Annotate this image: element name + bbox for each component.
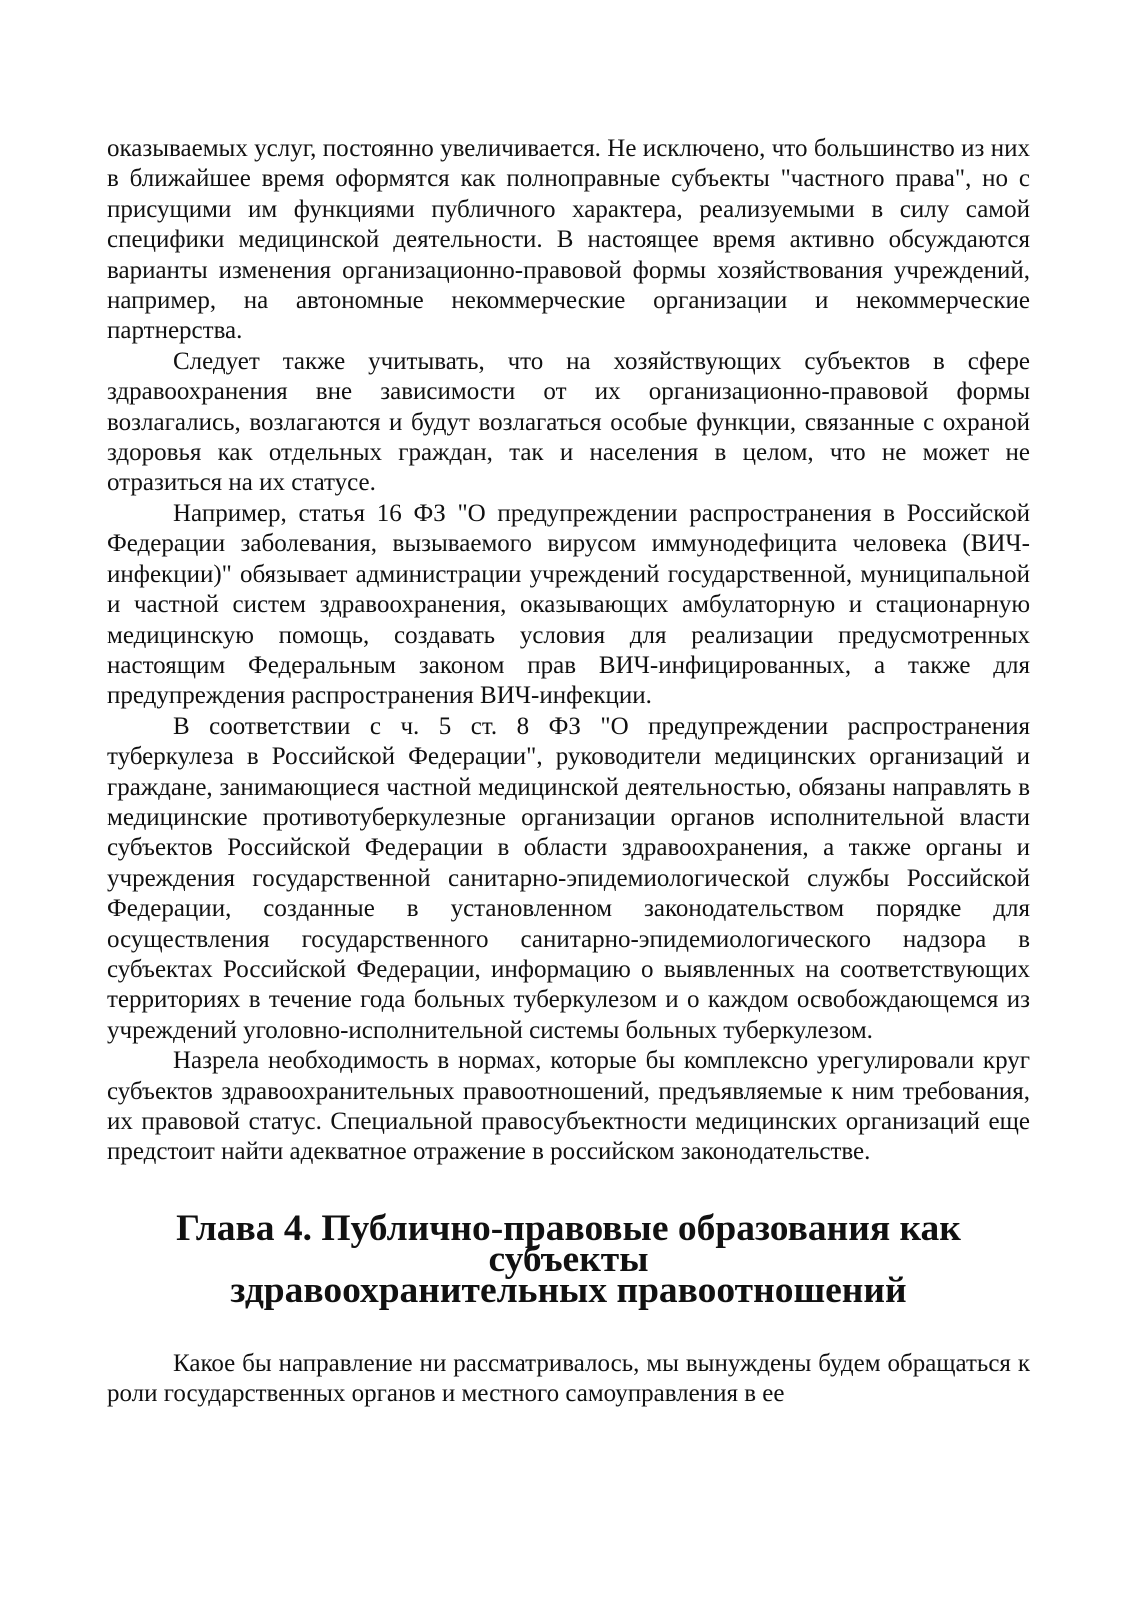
chapter-heading-line-1: Глава 4. Публично-правовые образования как субъекты (176, 1207, 961, 1280)
paragraph-1: оказываемых услуг, постоянно увеличивается. Не исключено, что большинство из них в ближайшее время оформятся как полноправные субъекты "частного права", но с присущими им функциями публичного характера, реализуемыми в силу самой специфики медицинской деятельности. В настоящее время активно обсуждаются варианты изменения организационно-правовой формы хозяйствования учреждений, например, на автономные некоммерческие организации и некоммерческие партнерства. (107, 135, 1030, 345)
paragraph-2: Следует также учитывать, что на хозяйствующих субъектов в сфере здравоохранения вне зависимости от их организационно-правовой формы возлагались, возлагаются и будут возлагаться особые функции, связанные с охраной здоровья как отдельных граждан, так и населения в целом, что не может не отразиться на их статусе. (107, 347, 1030, 497)
paragraph-5: Назрела необходимость в нормах, которые бы комплексно урегулировали круг субъектов здравоохранительных правоотношений, предъявляемые к ним требования, их правовой статус. Специальной правосубъектности медицинских организаций еще предстоит найти адекватное отражение в российском законодательстве. (107, 1047, 1030, 1166)
paragraph-4: В соответствии с ч. 5 ст. 8 ФЗ "О предупреждении распространения туберкулеза в Российской Федерации", руководители медицинских организаций и граждане, занимающиеся частной медицинской деятельностью, обязаны направлять в медицинские противотуберкулезные организации органов исполнительной власти субъектов Российской Федерации в области здравоохранения, а также органы и учреждения государственной санитарно-эпидемиологической службы Российской Федерации, созданные в установленном законодательством порядке для осуществления государственного санитарно-эпидемиологического надзора в субъектах Российской Федерации, информацию о выявленных на соответствующих территориях в течение года больных туберкулезом и о каждом освобождающемся из учреждений уголовно-исполнительной системы больных туберкулезом. (107, 712, 1030, 1044)
paragraph-3: Например, статья 16 ФЗ "О предупреждении распространения в Российской Федерации заболевания, вызываемого вирусом иммунодефицита человека (ВИЧ-инфекции)" обязывает администрации учреждений государственной, муниципальной и частной систем здравоохранения, оказывающих амбулаторную и стационарную медицинскую помощь, создавать условия для реализации предусмотренных настоящим Федеральным законом прав ВИЧ-инфицированных, а также для предупреждения распространения ВИЧ-инфекции. (107, 499, 1030, 710)
document-page (107, 134, 1030, 1410)
chapter-heading-line-2: здравоохранительных правоотношений (230, 1269, 907, 1311)
paragraph-6: Какое бы направление ни рассматривалось, мы вынуждены будем обращаться к роли государственных органов и местного самоуправления в ее (107, 1349, 1030, 1408)
chapter-heading (107, 1207, 1030, 1311)
